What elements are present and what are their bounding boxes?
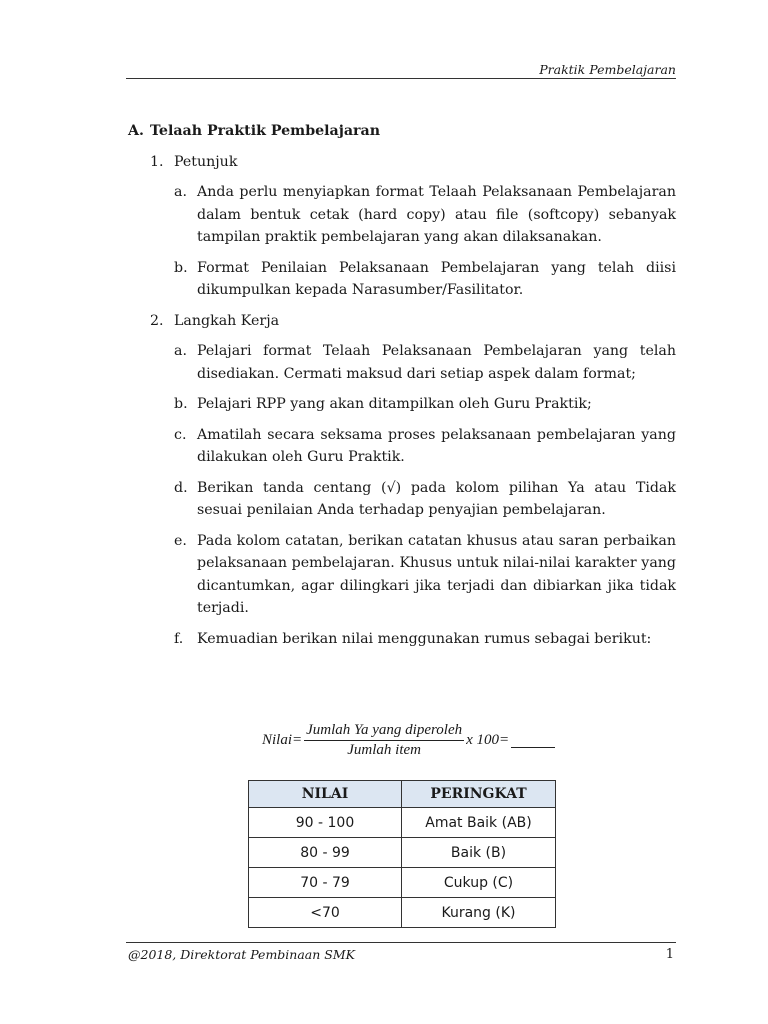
subitem-text: Kemuadian berikan nilai menggunakan rumus sebagai berikut: [197,630,652,647]
list-item-langkah-kerja [128,310,676,333]
subitem-text: Pelajari RPP yang akan ditampilkan oleh Guru Praktik; [197,396,592,412]
formula-label: Nilai= [262,732,303,748]
footer-copyright: @2018, Direktorat Pembinaan SMK [128,947,355,962]
subitem-text: Berikan tanda centang (√) pada kolom pilihan Ya atau Tidak sesuai penilaian Anda terhadap penyajian pembelajaran. [197,479,676,518]
subitem-letter: b. [174,396,188,412]
page-number: 1 [665,947,674,962]
subitem [174,424,676,469]
grade-table [248,780,556,928]
table-cell: Kurang (K) [402,898,556,928]
table-cell: Amat Baik (AB) [402,808,556,838]
subitem [174,257,676,302]
table-row [249,868,556,898]
sublist-langkah-kerja [128,340,676,650]
sublist-petunjuk [128,181,676,302]
formula-numerator: Jumlah Ya yang diperoleh [304,722,464,741]
subitem [174,340,676,385]
subitem [174,393,676,416]
formula-multiplier: x 100= [466,732,510,748]
subitem-text: Anda perlu menyiapkan format Telaah Pelaksanaan Pembelajaran dalam bentuk cetak (hard copy) atau file (softcopy) sebanyak tampilan praktik pembelajaran yang akan dilaksanakan. [197,184,676,245]
subitem-letter: d. [174,479,188,496]
section-title: Telaah Praktik Pembelajaran [150,123,381,139]
item-title: Petunjuk [174,153,238,170]
item-number: 1. [150,153,164,170]
table-cell: Baik (B) [402,838,556,868]
subitem-text: Pada kolom catatan, berikan catatan khusus atau saran perbaikan pelaksanaan pembelajaran. Khusus untuk nilai-nilai karakter yang dicantumkan, agar dilingkari jika terjadi dan dibiarkan jika tidak terjadi. [197,532,676,616]
item-number: 2. [150,312,164,329]
subitem-letter: c. [174,426,187,443]
section-heading [128,120,676,143]
subitem [174,181,676,249]
subitem-text: Amatilah secara seksama proses pelaksanaan pembelajaran yang dilakukan oleh Guru Praktik. [197,426,676,465]
document-body [128,120,676,650]
subitem [174,628,676,651]
score-formula [262,722,555,759]
subitem-letter: e. [174,532,187,549]
subitem-letter: f. [174,630,184,647]
table-row [249,898,556,928]
subitem-letter: b. [174,259,188,276]
table-header-row [249,781,556,808]
formula-fraction [304,722,464,759]
item-title: Langkah Kerja [174,312,280,329]
table-cell: <70 [249,898,402,928]
formula-answer-blank [511,733,555,748]
column-header: NILAI [249,781,402,808]
table-cell: 70 - 79 [249,868,402,898]
table-cell: 90 - 100 [249,808,402,838]
table-cell: Cukup (C) [402,868,556,898]
subitem-text: Format Penilaian Pelaksanaan Pembelajaran yang telah diisi dikumpulkan kepada Narasumber/Fasilitator. [197,259,676,298]
list-item-petunjuk [128,151,676,174]
table-row [249,808,556,838]
column-header: PERINGKAT [402,781,556,808]
running-header: Praktik Pembelajaran [539,62,676,77]
subitem-letter: a. [174,184,187,200]
section-letter: A. [128,123,144,139]
table-row [249,838,556,868]
subitem-text: Pelajari format Telaah Pelaksanaan Pembelajaran yang telah disediakan. Cermati maksud dari setiap aspek dalam format; [197,343,676,382]
table-cell: 80 - 99 [249,838,402,868]
subitem [174,530,676,620]
subitem-letter: a. [174,343,187,359]
formula-denominator: Jumlah item [347,742,421,758]
footer-divider [126,942,676,943]
subitem [174,477,676,522]
header-divider [126,78,676,79]
